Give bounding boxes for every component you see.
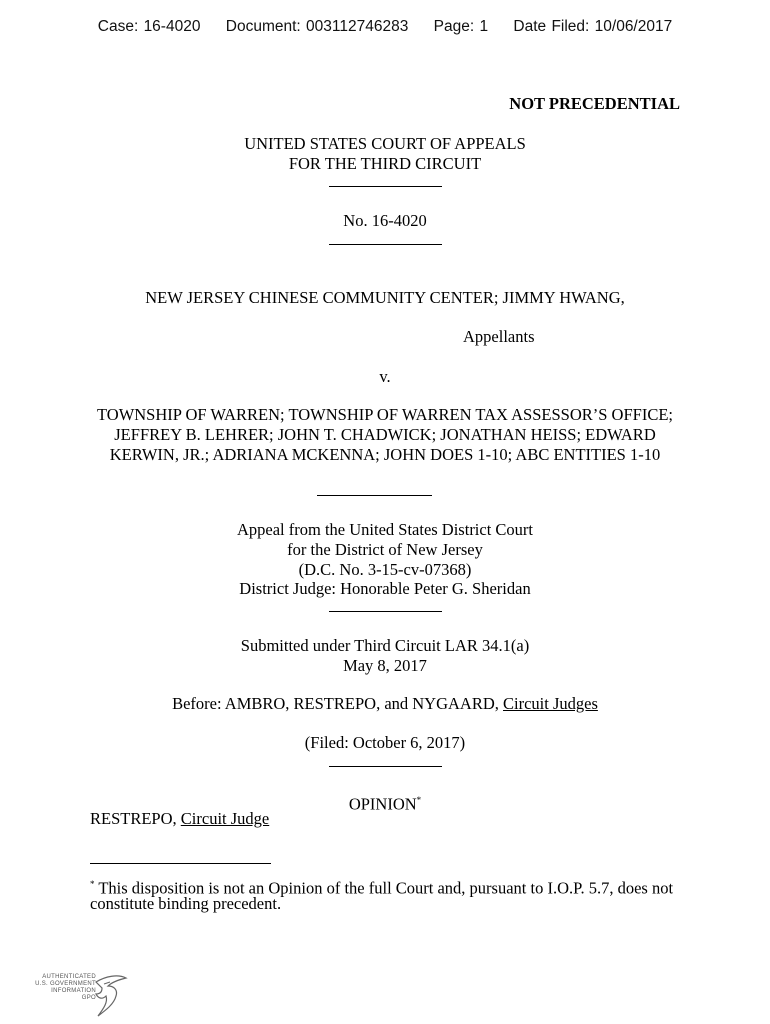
footnote-line2: constitute binding precedent. — [90, 894, 282, 913]
seal-text-line: GPO — [81, 995, 96, 1001]
gpo-seal-text — [30, 974, 96, 1002]
appellees-line: TOWNSHIP OF WARREN; TOWNSHIP OF WARREN TAX ASSESSOR’S OFFICE; — [97, 405, 673, 424]
appellants-names: NEW JERSEY CHINESE COMMUNITY CENTER; JIMMY HWANG, — [145, 288, 625, 307]
author-line — [90, 809, 269, 829]
court-name-line2: FOR THE THIRD CIRCUIT — [288, 154, 482, 173]
appellees-line: JEFFREY B. LEHRER; JOHN T. CHADWICK; JONATHAN HEISS; EDWARD — [114, 425, 656, 444]
header-document: Document: 003112746283 — [225, 18, 409, 35]
panel-judges-names: Before: AMBRO, RESTREPO, and NYGAARD, — [172, 694, 504, 713]
opinion-label: OPINION — [348, 794, 417, 814]
footnote-text: This disposition is not an Opinion of the full Court and, pursuant to I.O.P. 5.7, does not — [94, 878, 674, 898]
seal-text-line: U.S. GOVERNMENT — [35, 981, 96, 987]
appeal-line: Appeal from the United States District Court — [236, 520, 534, 539]
header-page: Page: 1 — [433, 18, 489, 35]
submitted-date: May 8, 2017 — [343, 656, 427, 675]
divider — [317, 495, 432, 496]
author-title: Circuit Judge — [180, 809, 270, 828]
appeal-line: for the District of New Jersey — [287, 540, 483, 559]
appellants-label: Appellants — [463, 327, 535, 346]
header-case: Case: 16-4020 — [97, 18, 201, 35]
footnote-marker: * — [416, 795, 422, 805]
divider — [329, 186, 442, 187]
divider — [329, 766, 442, 767]
precedential-label: NOT PRECEDENTIAL — [509, 94, 680, 113]
divider — [329, 244, 442, 245]
seal-text-line: INFORMATION — [51, 988, 96, 994]
filed-date: (Filed: October 6, 2017) — [304, 733, 466, 752]
divider — [329, 611, 442, 612]
gpo-seal — [30, 974, 130, 1018]
versus: v. — [379, 367, 391, 386]
panel-judges-title: Circuit Judges — [503, 694, 598, 713]
appeal-line: District Judge: Honorable Peter G. Sheridan — [239, 579, 531, 598]
seal-text-line: AUTHENTICATED — [42, 974, 96, 980]
header-date-filed: Date Filed: 10/06/2017 — [513, 18, 673, 35]
footnote-divider — [90, 863, 271, 864]
panel-judges — [0, 694, 770, 714]
submitted-line: Submitted under Third Circuit LAR 34.1(a) — [240, 636, 530, 655]
eagle-icon — [92, 974, 128, 1018]
court-name-line1: UNITED STATES COURT OF APPEALS — [244, 134, 526, 153]
filing-header — [0, 18, 770, 36]
appellees-line: KERWIN, JR.; ADRIANA MCKENNA; JOHN DOES 1-10; ABC ENTITIES 1-10 — [109, 445, 661, 464]
footnote-marker: * — [90, 879, 95, 889]
docket-number: No. 16-4020 — [343, 211, 427, 230]
author-name: RESTREPO, — [90, 809, 181, 828]
appeal-line: (D.C. No. 3-15-cv-07368) — [298, 560, 472, 579]
